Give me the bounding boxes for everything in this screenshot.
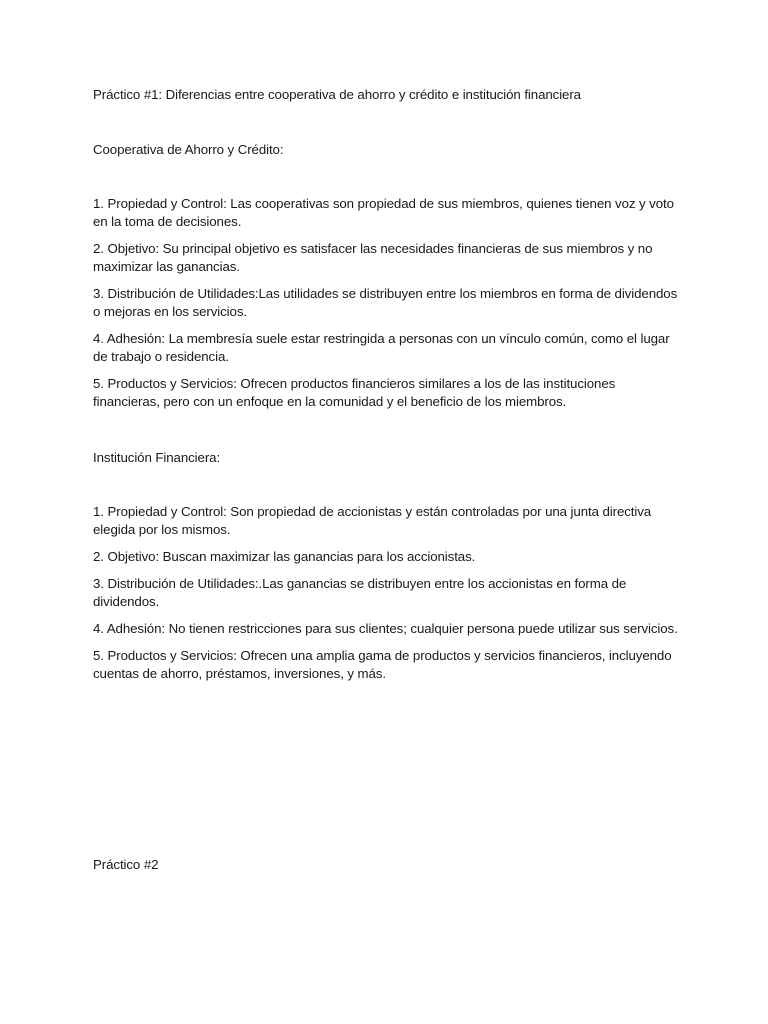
list-item: 3. Distribución de Utilidades:Las utilidades se distribuyen entre los miembros en forma de dividendos o mejoras en los servicios. [93,286,678,319]
list-item: 1. Propiedad y Control: Son propiedad de accionistas y están controladas por una junta directiva elegida por los mismos. [93,504,652,537]
institucion-list [93,503,683,683]
document-title: Práctico #1: Diferencias entre cooperativa de ahorro y crédito e institución financiera [93,87,581,102]
list-item: 4. Adhesión: No tienen restricciones para sus clientes; cualquier persona puede utilizar sus servicios. [93,621,678,636]
list-item: 2. Objetivo: Su principal objetivo es satisfacer las necesidades financieras de sus miembros y no maximizar las ganancias. [93,241,653,274]
list-item: 1. Propiedad y Control: Las cooperativas son propiedad de sus miembros, quienes tienen voz y voto en la toma de decisiones. [93,196,674,229]
list-item: 3. Distribución de Utilidades:.Las ganancias se distribuyen entre los accionistas en forma de dividendos. [93,576,627,609]
section-heading-cooperativa: Cooperativa de Ahorro y Crédito: [93,142,284,157]
list-item: 2. Objetivo: Buscan maximizar las ganancias para los accionistas. [93,549,476,564]
document-body [93,86,683,692]
footer-heading: Práctico #2 [93,857,159,872]
list-item: 4. Adhesión: La membresía suele estar restringida a personas con un vínculo común, como el lugar de trabajo o residencia. [93,331,670,364]
list-item: 5. Productos y Servicios: Ofrecen productos financieros similares a los de las instituciones financieras, pero con un enfoque en la comunidad y el beneficio de los miembros. [93,376,616,409]
section-heading-institucion: Institución Financiera: [93,450,221,465]
list-item: 5. Productos y Servicios: Ofrecen una amplia gama de productos y servicios financieros, incluyendo cuentas de ahorro, préstamos, inversiones, y más. [93,648,672,681]
cooperativa-list [93,195,683,411]
